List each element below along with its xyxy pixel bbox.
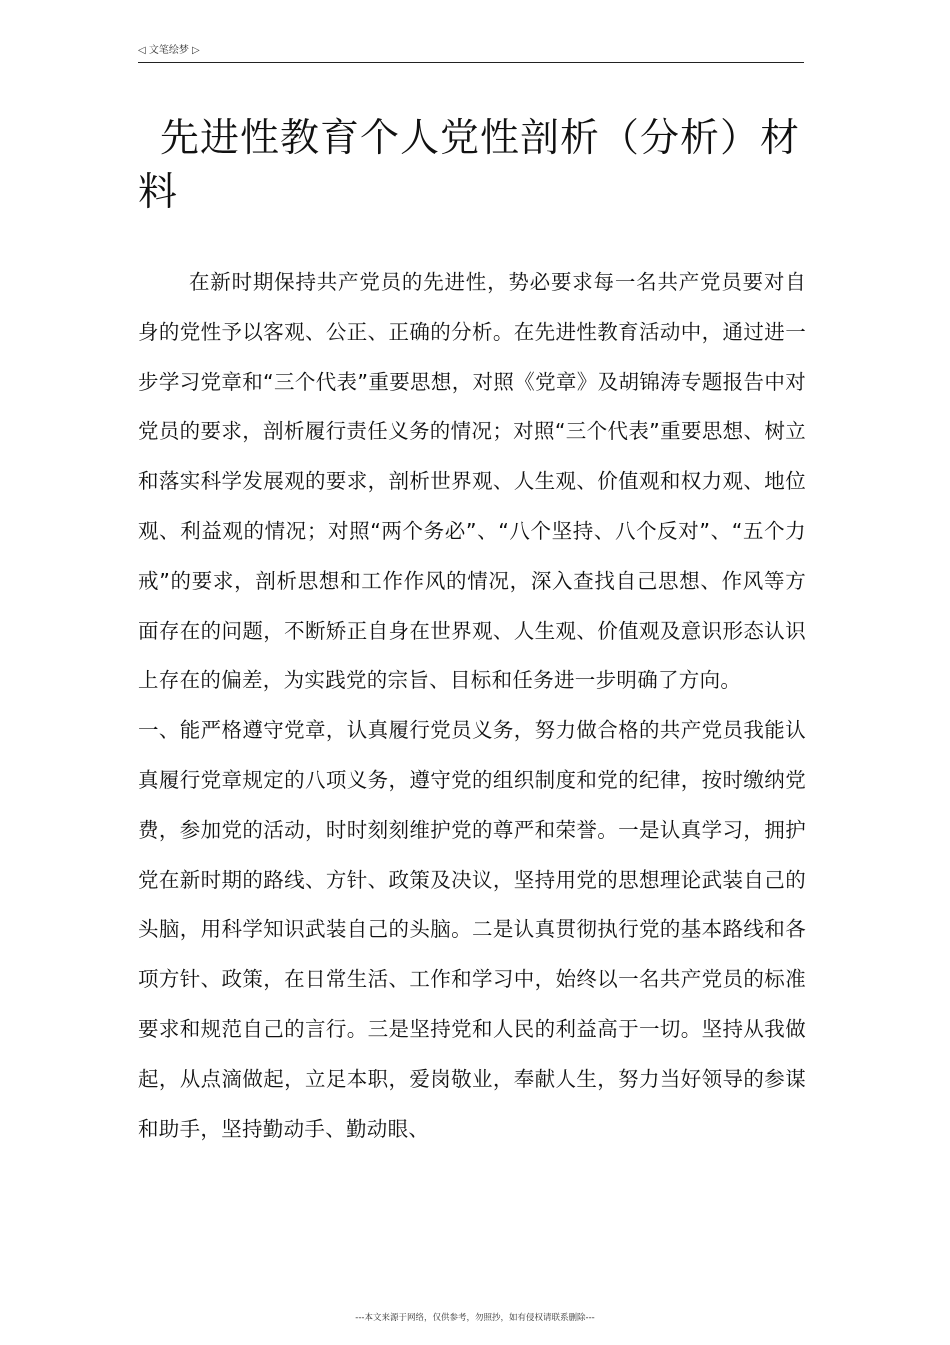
document-title [138,112,818,220]
paragraph-section-one: 一、能严格遵守党章，认真履行党员义务，努力做合格的共产党员我能认真履行党章规定的八项义务，遵守党的组织制度和党的纪律，按时缴纳党费，参加党的活动，时时刻刻维护党的尊严和荣誉。一是认真学习，拥护党在新时期的路线、方针、政策及决议，坚持用党的思想理论武装自己的头脑，用科学知识武装自己的头脑。二是认真贯彻执行党的基本路线和各项方针、政策，在日常生活、工作和学习中，始终以一名共产党员的标准要求和规范自己的言行。三是坚持党和人民的利益高于一切。坚持从我做起，从点滴做起，立足本职，爱岗敬业，奉献人生，努力当好领导的参谋和助手，坚持勤动手、勤动眼、 [138,718,806,1141]
paragraph-intro: 在新时期保持共产党员的先进性，势必要求每一名共产党员要对自身的党性予以客观、公正、正确的分析。在先进性教育活动中，通过进一步学习党章和“三个代表”重要思想，对照《党章》及胡锦涛专题报告中对党员的要求，剖析履行责任义务的情况；对照“三个代表”重要思想、树立和落实科学发展观的要求，剖析世界观、人生观、价值观和权力观、地位观、利益观的情况；对照“两个务必”、“八个坚持、八个反对”、“五个力戒”的要求，剖析思想和工作作风的情况，深入查找自己思想、作风等方面存在的问题，不断矫正自身在世界观、人生观、价值观及意识形态认识上存在的偏差，为实践党的宗旨、目标和任务进一步明确了方向。 [138,270,806,693]
document-body [138,258,806,1154]
title-text: 先进性教育个人党性剖析（分析）材料 [138,116,801,215]
page-header [138,44,804,63]
header-text: ◁ 文笔绘梦 ▷ [138,45,200,56]
page-footer: ---本文来源于网络，仅供参考，勿照抄，如有侵权请联系删除--- [355,1313,595,1323]
